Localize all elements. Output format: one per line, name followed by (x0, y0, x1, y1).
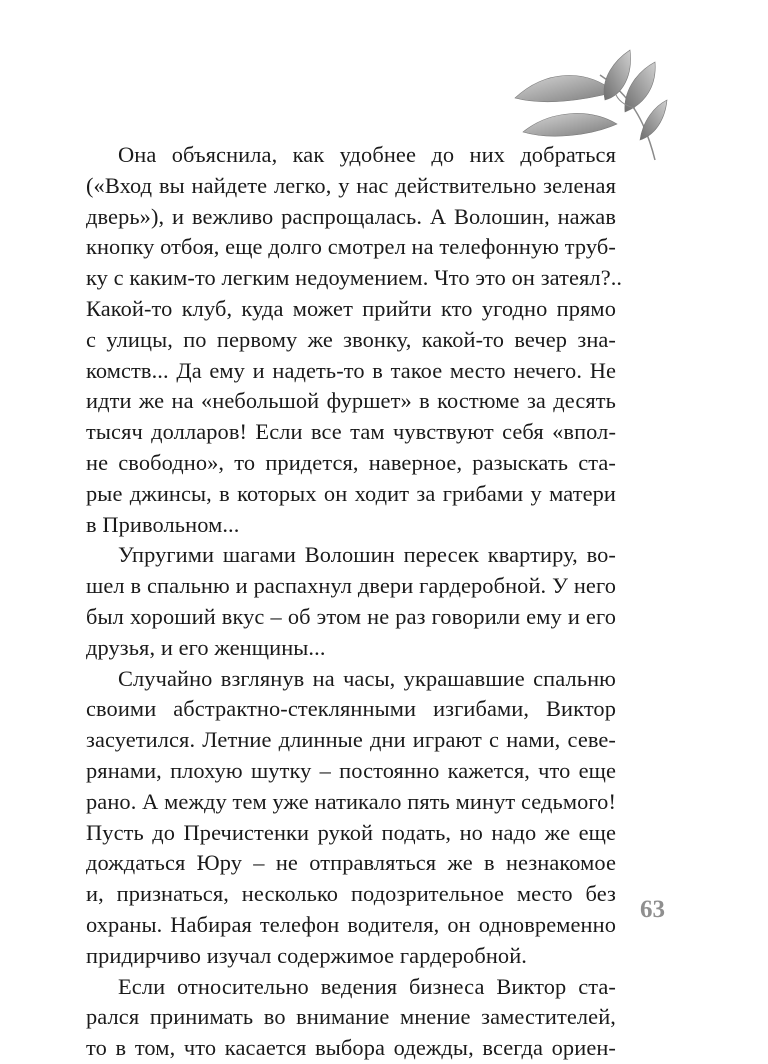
text-line: своими абстрактно-стеклянными изгибами, Виктор (86, 696, 616, 722)
text-line: не свободно», то придется, наверное, разыскать ста- (86, 449, 616, 475)
text-line: придирчиво изучал содержимое гардеробной. (86, 942, 527, 968)
text-line: тысяч долларов! Если все там чувствуют себя «впол- (86, 419, 616, 445)
text-line: Если относительно ведения бизнеса Виктор ста- (118, 973, 616, 999)
text-line: Случайно взглянув на часы, украшавшие спальню (118, 665, 616, 691)
text-line: в Привольном... (86, 511, 240, 537)
text-line: дождаться Юру – не отправляться же в незнакомое (86, 850, 616, 876)
text-line: рано. А между тем уже натикало пять минут седьмого! (86, 788, 616, 814)
text-line: с улицы, по первому же звонку, какой-то вечер зна- (86, 326, 616, 352)
text-line: («Вход вы найдете легко, у нас действительно зеленая (86, 172, 616, 198)
text-line: шел в спальню и распахнул двери гардеробной. У него (86, 573, 616, 599)
text-line: засуетился. Летние длинные дни играют с нами, севе- (86, 727, 616, 753)
text-line: рянами, плохую шутку – постоянно кажется, что еще (86, 757, 616, 783)
text-line: рые джинсы, в которых он ходит за грибами у матери (86, 480, 616, 506)
body-text (86, 140, 623, 1064)
text-line: комств... Да ему и надеть-то в такое место нечего. Не (86, 357, 616, 383)
text-line: дверь»), и вежливо распрощалась. А Волошин, нажав (86, 203, 616, 229)
text-line: идти же на «небольшой фуршет» в костюме за десять (86, 388, 616, 414)
text-line: охраны. Набирая телефон водителя, он одновременно (86, 911, 616, 937)
text-line: ку с каким-то легким недоумением. Что это он затеял?.. (86, 265, 623, 291)
text-line: кнопку отбоя, еще долго смотрел на телефонную труб- (86, 234, 616, 260)
page-number: 63 (640, 896, 665, 923)
text-line: был хороший вкус – об этом не раз говорили ему и его (86, 603, 616, 629)
text-line: и, признаться, несколько подозрительное место без (86, 881, 616, 907)
text-line: рался принимать во внимание мнение заместителей, (86, 1004, 616, 1030)
text-line: друзья, и его женщины... (86, 634, 326, 660)
text-line: то в том, что касается выбора одежды, всегда ориен- (86, 1035, 616, 1061)
text-line: Упругими шагами Волошин пересек квартиру, во- (118, 542, 616, 568)
text-line: Какой-то клуб, куда может прийти кто угодно прямо (86, 295, 616, 321)
text-line: Она объяснила, как удобнее до них добраться (118, 142, 616, 167)
text-line: Пусть до Пречистенки рукой подать, но надо же еще (86, 819, 616, 845)
